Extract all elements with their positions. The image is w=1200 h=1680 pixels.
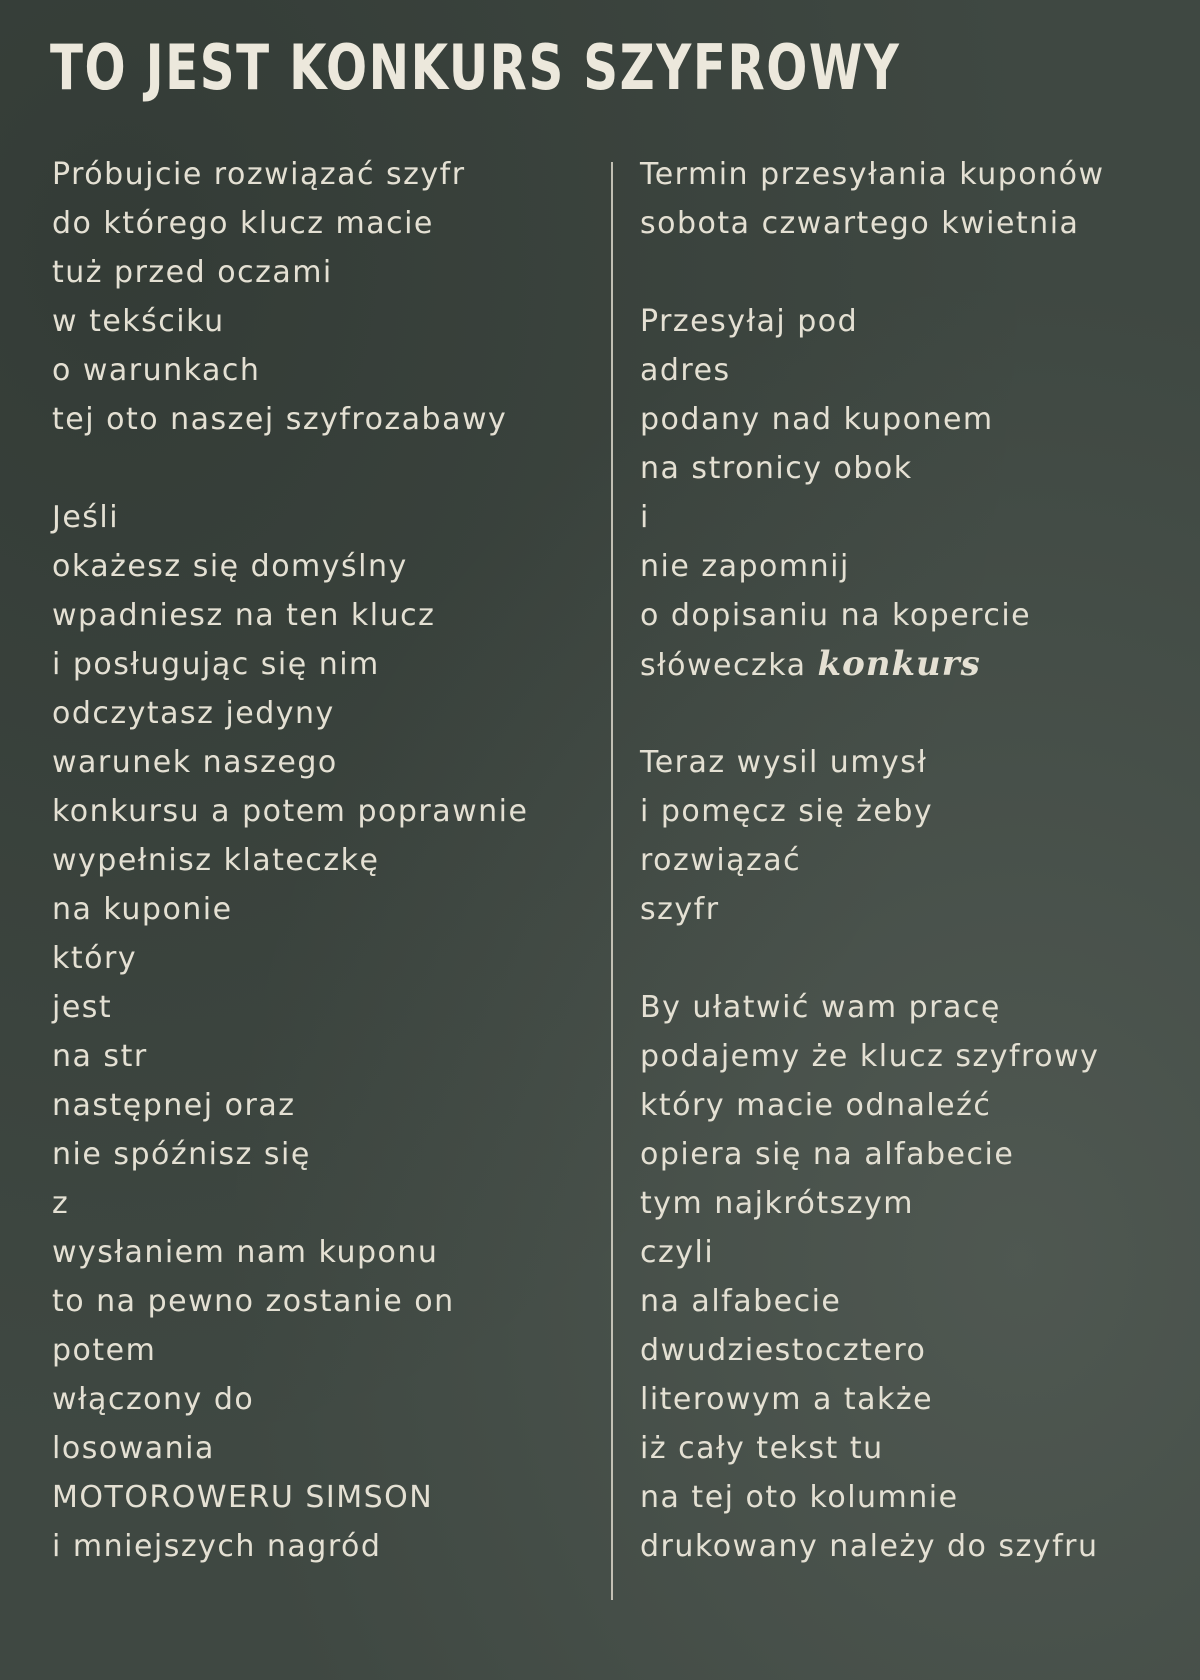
text-line: dwudziestocztero [640,1333,927,1368]
text-line: i [640,500,650,535]
text-line: Termin przesyłania kuponów [640,157,1105,192]
text-line: i pomęcz się żeby [640,794,934,829]
blank-line [640,934,1180,983]
text-line: Przesyłaj pod [640,304,859,339]
text-line: tuż przed oczami [52,255,333,290]
blank-line [640,689,1180,738]
konkurs-word: konkurs [817,644,981,684]
text-line: podany nad kuponem [640,402,994,437]
text-line: o dopisaniu na kopercie [640,598,1032,633]
text-line: potem [52,1333,157,1368]
text-line: podajemy że klucz szyfrowy [640,1039,1100,1074]
emphasis-line [640,640,1180,689]
text-line: sobota czwartego kwietnia [640,206,1080,241]
text-line: MOTOROWERU SIMSON [52,1480,434,1515]
text-line: w tekściku [52,304,225,339]
text-line: szyfr [640,892,720,927]
text-line: Próbujcie rozwiązać szyfr [52,157,466,192]
text-line: Teraz wysil umysł [640,745,928,780]
text-line: literowym a także [640,1382,934,1417]
left-column [52,150,592,1571]
text-line: z [52,1186,70,1221]
text-line: który [52,941,138,976]
text-line: wypełnisz klateczkę [52,843,380,878]
text-line: i posługując się nim [52,647,380,682]
text-line: na stronicy obok [640,451,913,486]
text-line: jest [52,990,113,1025]
text-line: By ułatwić wam pracę [640,990,1001,1025]
text-line: tym najkrótszym [640,1186,915,1221]
text-line: odczytasz jedyny [52,696,335,731]
text-line: okażesz się domyślny [52,549,408,584]
text-line: nie spóźnisz się [52,1137,311,1172]
blank-line [640,248,1180,297]
text-line: opiera się na alfabecie [640,1137,1015,1172]
text-line: warunek naszego [52,745,338,780]
blank-line [52,444,592,493]
text-line: tej oto naszej szyfrozabawy [52,402,508,437]
emphasis-prefix: słóweczka [640,648,807,683]
text-line: i mniejszych nagród [52,1529,382,1564]
text-line: rozwiązać [640,843,802,878]
text-line: na str [52,1039,148,1074]
text-line: Jeśli [52,500,120,535]
text-line: czyli [640,1235,715,1270]
text-line: na tej oto kolumnie [640,1480,959,1515]
text-line: na kuponie [52,892,233,927]
text-line: na alfabecie [640,1284,842,1319]
text-line: o warunkach [52,353,261,388]
text-line: to na pewno zostanie on [52,1284,455,1319]
text-line: który macie odnaleźć [640,1088,992,1123]
text-line: drukowany należy do szyfru [640,1529,1099,1564]
text-line: wysłaniem nam kuponu [52,1235,439,1270]
text-line: do którego klucz macie [52,206,434,241]
column-divider [611,162,613,1600]
text-line: nie zapomnij [640,549,850,584]
right-column [640,150,1180,1571]
text-line: losowania [52,1431,215,1466]
text-line: iż cały tekst tu [640,1431,884,1466]
text-line: wpadniesz na ten klucz [52,598,436,633]
page-title: TO JEST KONKURS SZYFROWY [50,31,901,104]
text-line: włączony do [52,1382,255,1417]
text-line: następnej oraz [52,1088,296,1123]
text-line: konkursu a potem poprawnie [52,794,529,829]
text-line: adres [640,353,731,388]
